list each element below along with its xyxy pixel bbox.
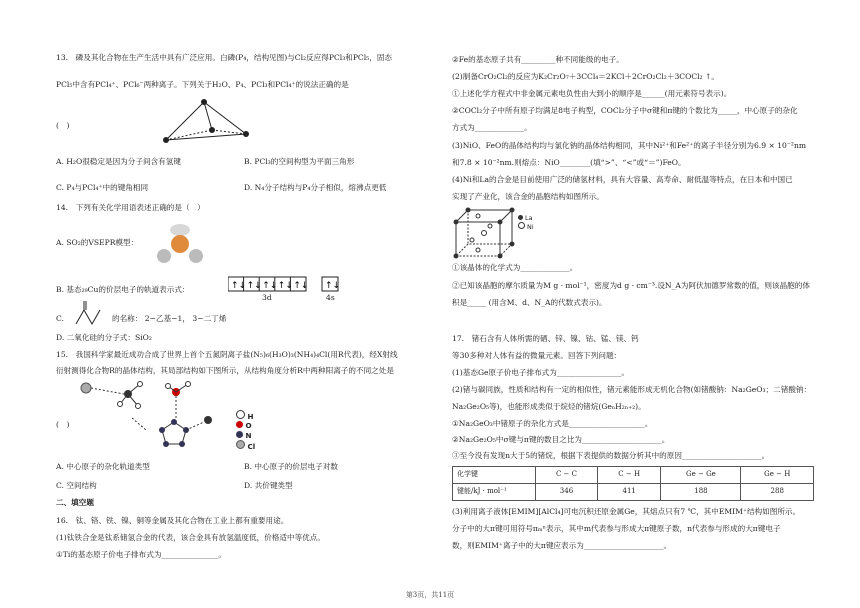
q16-r3: ①上述化学方程式中非金属元素电负性由大到小的顺序是______(用元素符号表示)。 <box>452 89 732 98</box>
q15-line1: 15. 我国科学家最近成功合成了世界上首个五氮阴离子盐(N₅)₆(H₃O)₃(NH₄)₄Cl(用R代表)，经X射线 <box>56 350 398 359</box>
table-row <box>453 484 814 501</box>
q16-r8: (4)Ni和La的合金是目前使用广泛的储氢材料，具有大容量、高寿命、耐低温等特点，在日本和中国已 <box>452 175 793 184</box>
svg-text:↑↓: ↑↓ <box>293 281 309 291</box>
q16-r2: (2)制备CrO₂Cl₂的反应为K₂Cr₂O₇＋3CCl₄＝2KCl＋2CrO₂Cl₂＋3COCl₂ ↑。 <box>452 72 719 81</box>
table-header-row <box>453 467 814 484</box>
p4-tetrahedron-figure <box>160 96 252 148</box>
q15-option-d: D. 共价键类型 <box>244 481 293 490</box>
q17-line5: ①Na₂GeO₃中锗原子的杂化方式是____________________。 <box>452 419 653 428</box>
q16-r11: ②已知该晶胞的摩尔质量为M g · mol⁻¹，密度为d g · cm⁻³.设N_A为阿伏加德罗常数的值，则该晶胞的体 <box>452 281 810 290</box>
legend-la: La <box>518 214 534 222</box>
q16-line1: 16. 钛、铬、铁、镍、铜等金属及其化合物在工业上都有重要用途。 <box>56 516 289 525</box>
svg-text:↑↓: ↑↓ <box>231 281 247 291</box>
q15-legend <box>236 410 255 451</box>
legend-ni: Ni <box>518 222 534 231</box>
orbital-boxes <box>228 276 340 292</box>
q17-line9: 分子中的大π键可用符号πₘⁿ表示，其中m代表参与形成大π键原子数，n代表参与形成的大π键电子 <box>452 524 781 533</box>
q16-r10: ①该晶体的化学式为_____________。 <box>452 263 578 272</box>
q17-line8: (3)利用离子液体[EMIM][AlCl₄]可电沉积还原金属Ge，其熔点只有7 ℃，其中EMIM⁺结构如图所示。 <box>452 507 801 516</box>
q17-line2: (1)基态Ge原子价电子排布式为_________________。 <box>452 368 629 377</box>
table-cell: C − C <box>536 467 598 484</box>
legend-n: N <box>236 431 255 440</box>
q16-r5: 方式为_____________。 <box>452 123 532 132</box>
q17-line1: 17. 锗石含有人体所需的硒、锌、镍、钴、锰、镁、钙 <box>452 334 639 343</box>
q13-line1: 13. 磷及其化合物在生产生活中具有广泛应用。白磷(P₄，结构见图)与Cl₂反应得PCl₃和PCl₅，固态 <box>56 53 393 62</box>
diene-structure-figure <box>74 300 108 326</box>
svg-text:↑↓: ↑↓ <box>325 281 340 291</box>
q16-r9: 实现了产业化，该合金的晶胞结构如图所示。 <box>452 192 604 201</box>
table-cell: 346 <box>536 484 598 501</box>
q13-option-d: D. N₄分子结构与P₄分子相似，熔沸点更低 <box>244 183 387 192</box>
svg-text:↑↓: ↑↓ <box>262 281 278 291</box>
unit-cell-legend <box>518 214 534 232</box>
q14-option-d: D. 二氧化硅的分子式：SiO₂ <box>56 333 152 342</box>
page-footer: 第3页，共11页 <box>405 591 455 599</box>
q14-option-c-prefix: C. <box>56 314 64 323</box>
q14-option-a: A. SO₂的VSEPR模型： <box>56 238 139 247</box>
q17-line6: ②Na₂Ge₂O₅中σ键与π键的数目之比为_____________________。 <box>452 435 670 444</box>
q13-line2: PCl₅中含有PCl₄⁺、PCl₆⁻两种离子。下列关于H₂O、P₄、PCl₃和PCl₄⁺的说法正确的是 <box>56 80 349 89</box>
q15-line2: 衍射测得化合物R的晶体结构，其局部结构如下图所示，从结构角度分析R中两种阳离子的不同之处是 <box>56 366 394 375</box>
q16-r6: (3)NiO、FeO的晶体结构均与氯化钠的晶体结构相同，其中Ni²⁺和Fe²⁺的离子半径分别为6.9 × 10⁻²nm <box>452 141 807 150</box>
ni-la-unit-cell-figure <box>452 206 524 260</box>
q15-paren: ( ) <box>56 420 70 429</box>
q16-r7: 和7.8 × 10⁻²nm.则熔点：NiO________(填“>”、“<”或“＝”)FeO。 <box>452 158 686 167</box>
q16-r12: 积是_____ (用含M、d、N_A的代数式表示)。 <box>452 298 607 307</box>
section-title-fill-in: 二、填空题 <box>56 498 94 507</box>
cu-orbital-diagram <box>228 276 340 302</box>
table-cell: 288 <box>741 484 814 501</box>
q17-line10: 数，则EMIM⁺离子中的大π键应表示为_____________________。 <box>452 541 672 550</box>
svg-text:↑↓: ↑↓ <box>277 281 293 291</box>
q17-line4: Na₂Ge₂O₅等)，也能形成类似于烷烃的锗烷(GeₙH₂ₙ₊₂)。 <box>452 402 646 411</box>
table-cell: 化学键 <box>453 467 536 484</box>
bond-energy-table <box>452 466 814 501</box>
svg-text:↑↓: ↑↓ <box>246 281 262 291</box>
table-cell: C − H <box>597 467 660 484</box>
q17-line1b: 等30多种对人体有益的微量元素。回答下列问题： <box>452 351 622 360</box>
table-cell: Ge − Ge <box>661 467 741 484</box>
legend-h: H <box>236 410 255 421</box>
q15-option-c: C. 空间结构 <box>56 481 97 490</box>
q13-option-c: C. P₄与PCl₄⁺中的键角相同 <box>56 183 149 192</box>
q15-option-b: B. 中心原子的价层电子对数 <box>244 462 338 471</box>
orbital-3d-label: 3d <box>262 293 272 302</box>
q16-line3: ①Ti的基态原子价电子排布式为_______________。 <box>56 550 226 559</box>
q17-line3: (2)锗与碳同族，性质和结构有一定的相似性，锗元素能形成无机化合物(如锗酸钠：Na₂GeO₃；二锗酸钠： <box>452 385 812 394</box>
r-crystal-structure-figure <box>76 378 226 454</box>
q14-option-c: 的名称： 2−乙基−1， 3−二丁烯 <box>112 314 227 323</box>
q16-r4: ②COCl₂分子中所有原子均满足8电子构型，COCl₂分子中σ键和π键的个数比为_____，中心原子的杂化 <box>452 106 798 115</box>
q13-option-b: B. PCl₃的空间构型为平面三角形 <box>244 157 355 166</box>
legend-cl: Cl <box>236 440 255 451</box>
q13-option-a: A. H₂O很稳定是因为分子间含有氢键 <box>56 157 181 166</box>
q15-option-a: A. 中心原子的杂化轨道类型 <box>56 462 150 471</box>
so2-vsepr-model-figure <box>152 222 208 268</box>
table-cell: 188 <box>661 484 741 501</box>
q13-paren: ( ) <box>56 121 70 130</box>
q16-line2: (1)钛铁合金是钛系储氢合金的代表，该合金具有放氢温度低，价格适中等优点。 <box>56 533 325 542</box>
q16-r1: ②Fe的基态原子共有_________种不同能级的电子。 <box>452 55 624 64</box>
q14-option-b: B. 基态₂₉Cu的价层电子的轨道表示式： <box>56 285 190 294</box>
legend-o: O <box>236 421 255 430</box>
table-cell: Ge − H <box>741 467 814 484</box>
orbital-4s-label: 4s <box>326 293 335 302</box>
q14-stem: 14. 下列有关化学用语表述正确的是（ ） <box>56 203 205 212</box>
table-cell: 411 <box>597 484 660 501</box>
q17-line7: ③至今没有发现n大于5的锗烷，根据下表提供的数据分析其中的原因_____________________。 <box>452 451 770 460</box>
table-cell: 键能/kJ · mol⁻¹ <box>453 484 536 501</box>
